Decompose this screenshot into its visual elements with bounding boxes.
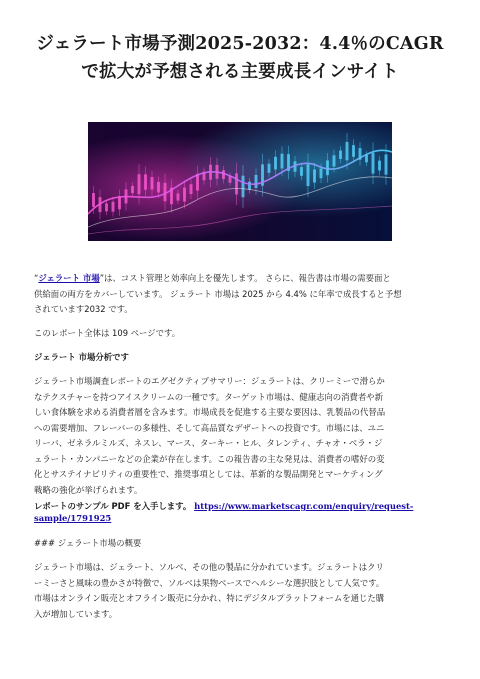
analysis-line: しい食体験を求める消費者層を含みます。市場成長を促進する主要な要因は、乳製品の代替品 (34, 407, 386, 417)
overview-heading: ### ジェラート市場の概要 (34, 538, 142, 548)
analysis-line: なテクスチャーを持つアイスクリームの一種です。ターゲット市場は、健康志向の消費者や新 (34, 391, 384, 402)
hero-candle-body (164, 183, 167, 202)
hero-candle-body (339, 151, 342, 159)
page-title (30, 30, 450, 86)
hero-candle-body (144, 174, 147, 189)
analysis-line: への需要増加、フレーバーの多様性、そして高品質なデザートへの投資です。市場には、ユニ (34, 422, 385, 433)
hero-candle-body (105, 203, 108, 211)
hero-candle-body (248, 182, 251, 190)
hero-candle-body (385, 154, 388, 174)
sample-label: レポートのサンプル PDF を入手します。 (34, 501, 192, 511)
hero-candle-body (242, 176, 245, 198)
analysis-line: 戦略の強化が挙げられます。 (34, 484, 143, 495)
hero-candle-body (313, 169, 316, 182)
hero-candle-body (183, 188, 186, 202)
hero-candle-body (372, 153, 375, 174)
analysis-line: ジェラート市場調査レポートのエグゼクティブサマリー：ジェラートは、クリーミーで滑らか (34, 376, 385, 386)
analysis-paragraph (34, 374, 448, 498)
page-count-text: このレポート全体は 109 ページです。 (34, 328, 181, 338)
sample-url-part: https://www.marketscagr.com/enquiry/request- (194, 501, 414, 511)
hero-candle-body (326, 160, 329, 175)
overview-line: ジェラート市場は、ジェラート、ソルベ、その他の製品に分かれています。ジェラートはクリ (34, 562, 384, 572)
hero-candle-body (365, 155, 368, 162)
intro-line-2: 供給面の両方をカバーしています。 ジェラート 市場は 2025 から 4.4% に年率で成長すると予想 (34, 288, 402, 299)
overview-line: 市場はオンライン販売とオフライン販売に分かれ、特にデジタルプラットフォームを通じた購 (34, 593, 385, 603)
quote-open: “ (34, 273, 39, 283)
hero-candle-body (333, 155, 336, 166)
analysis-line: リーバ、ゼネラルミルズ、ネスレ、マース、ターキー・ヒル、タレンティ、チャオ・ベラ・ジ (34, 438, 383, 448)
hero-candle-body (151, 177, 154, 190)
overview-line: ーミーさと風味の豊かさが特徴で、ソルベは果物ベースでヘルシーな選択肢として人気です。 (34, 577, 385, 588)
title-line-2: で拡大が予想される主要成長インサイト (81, 62, 399, 82)
hero-candle-body (118, 196, 121, 209)
hero-candle-body (300, 167, 303, 176)
overview-paragraph (34, 560, 448, 622)
hero-candle-body (320, 169, 323, 179)
hero-candle-body (177, 193, 180, 200)
hero-candle-body (131, 186, 134, 193)
hero-candle-body (352, 145, 355, 157)
intro-paragraph (34, 271, 448, 318)
hero-image (88, 122, 392, 241)
analysis-line: 化とサステイナビリティの重要性で、推奨事項としては、革新的な製品開発とマーケティング (34, 469, 383, 479)
hero-candle-body (274, 157, 277, 170)
overview-line: 入が増加しています。 (34, 608, 118, 619)
intro-line-3: されています2032 です。 (34, 304, 133, 314)
hero-candle-body (92, 193, 95, 207)
hero-candle-body (268, 164, 271, 173)
sample-request (34, 500, 448, 524)
hero-candle-body (281, 154, 284, 169)
market-link[interactable]: ジェラート 市場 (38, 273, 100, 283)
hero-candle-body (235, 173, 238, 194)
hero-candle-body (138, 174, 141, 194)
hero-candle-body (346, 142, 349, 160)
hero-candle-body (190, 184, 193, 194)
hero-candle-body (112, 202, 115, 212)
hero-candle-body (157, 182, 160, 193)
hero-candle-body (307, 164, 310, 186)
sample-url-part: sample/1791925 (34, 513, 112, 523)
hero-candle-body (378, 161, 381, 171)
title-line-1: ジェラート市場予測2025-2032：4.4％のCAGR (36, 34, 444, 54)
analysis-heading: ジェラート 市場分析です (34, 352, 129, 362)
analysis-line: ェラート・カンパニーなどの企業が存在します。この報告書の主な発見は、消費者の嗜好の変 (34, 453, 385, 464)
hero-candle-body (255, 175, 258, 188)
intro-line-1: ”は、コスト管理と効率向上を優先します。 さらに、報告書は市場の需要面と (99, 273, 391, 283)
